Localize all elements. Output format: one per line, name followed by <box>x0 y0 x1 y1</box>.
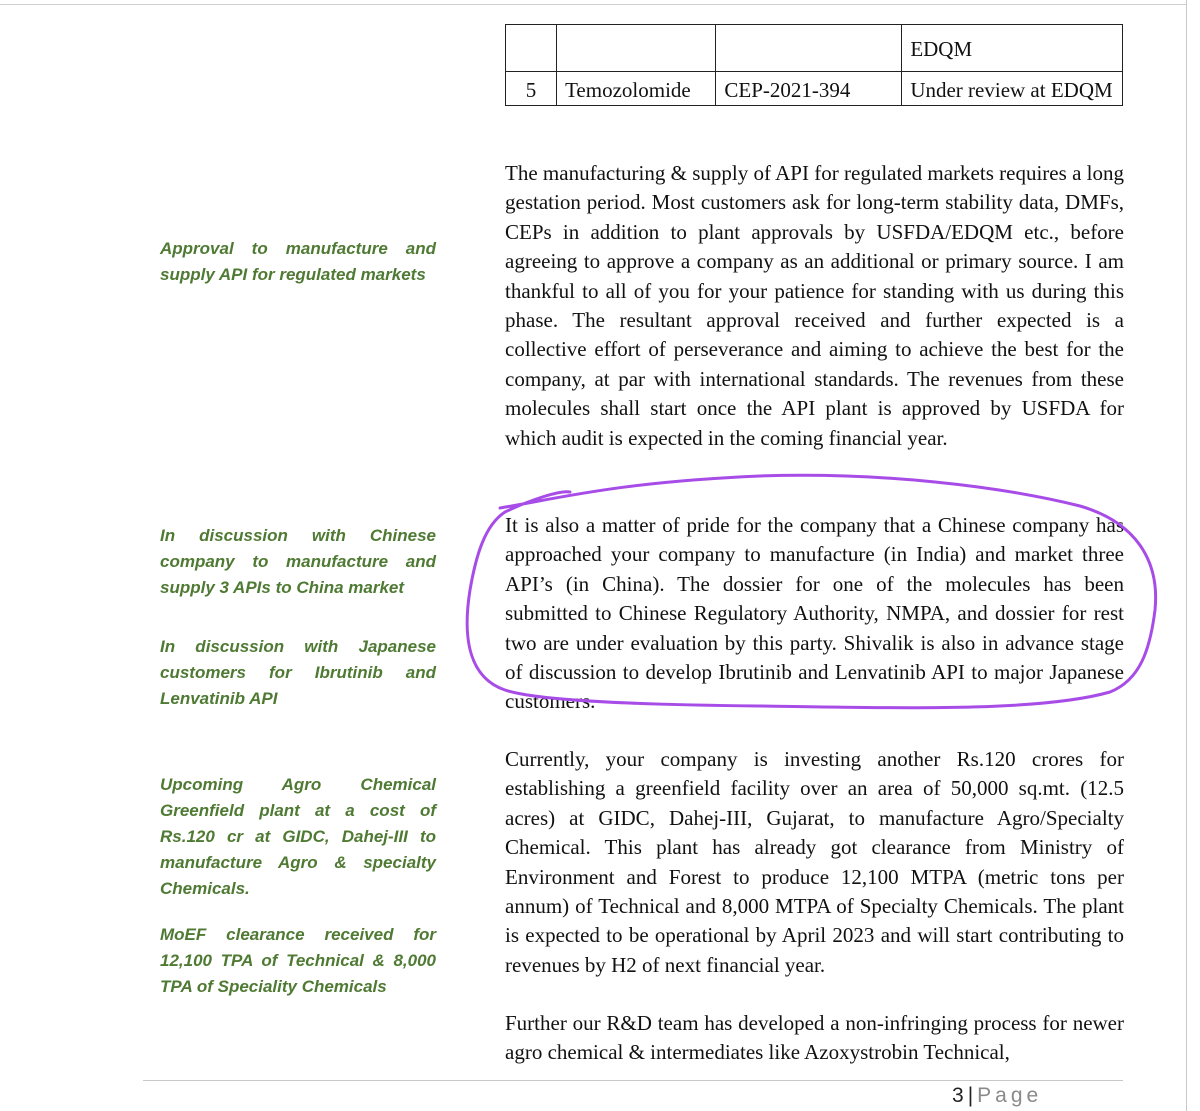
page-footer <box>952 1084 1042 1108</box>
page-separator: | <box>967 1084 974 1107</box>
side-note-agro: Upcoming Agro Chemical Greenfield plant at a cost of Rs.120 cr at GIDC, Dahej-III to manufacture Agro & specialty Chemicals. <box>160 775 436 898</box>
paragraph-regulated-markets: The manufacturing & supply of API for regulated markets requires a long gestation period. Most customers ask for long-term stability data, DMFs, CEPs in addition to plant approvals by USFDA/EDQM etc., before agreeing to approve a company as an additional or primary source. I am thankful to all of you for your patience for standing with us during this phase. The resultant approval received and further expected is a collective effort of perseverance and aiming to achieve the best for the company, at par with international standards. The revenues from these molecules shall start once the API plant is approved by USFDA for which audit is expected in the coming financial year. <box>505 161 1124 450</box>
footer-divider <box>143 1080 1123 1081</box>
side-note-moef: MoEF clearance received for 12,100 TPA of Technical & 8,000 TPA of Speciality Chemicals <box>160 925 436 996</box>
header-divider <box>0 4 1186 5</box>
paragraph-rnd: Further our R&D team has developed a non-infringing process for newer agro chemical & intermediates like Azoxystrobin Technical, <box>505 1011 1124 1065</box>
cropped-header-strip <box>0 0 1200 6</box>
table-cell-no <box>506 25 557 72</box>
side-note-approval: Approval to manufacture and supply API for regulated markets <box>160 239 436 284</box>
table-cell-cep <box>716 25 902 72</box>
paragraph-chinese-company: It is also a matter of pride for the company that a Chinese company has approached your company to manufacture (in India) and market three API’s (in China). The dossier for one of the molecules has been submitted to Chinese Regulatory Authority, NMPA, and dossier for rest two are under evaluation by this party. Shivalik is also in advance stage of discussion to develop Ibrutinib and Lenvatinib API to major Japanese customers. <box>505 513 1124 714</box>
table-row <box>506 72 1123 106</box>
table-cell-molecule: Temozolomide <box>557 72 716 106</box>
side-note-chinese: In discussion with Chinese company to manufacture and supply 3 APIs to China market <box>160 526 436 597</box>
table-cell-status: EDQM <box>902 25 1123 72</box>
page-label: Page <box>977 1084 1043 1107</box>
cep-table <box>505 24 1123 106</box>
page-edge <box>1186 0 1187 1111</box>
paragraph-greenfield: Currently, your company is investing another Rs.120 crores for establishing a greenfield facility over an area of 50,000 sq.mt. (12.5 acres) at GIDC, Dahej-III, Gujarat, to manufacture Agro/Specialty Chemical. This plant has already got clearance from Ministry of Environment and Forest to produce 12,100 MTPA (metric tons per annum) of Technical and 8,000 MTPA of Specialty Chemicals. The plant is expected to be operational by April 2023 and will start contributing to revenues by H2 of next financial year. <box>505 747 1124 977</box>
side-note-japanese: In discussion with Japanese customers for Ibrutinib and Lenvatinib API <box>160 637 436 708</box>
table-cell-status: Under review at EDQM <box>902 72 1123 106</box>
table-cell-cep: CEP-2021-394 <box>716 72 902 106</box>
page-number: 3 <box>952 1084 964 1107</box>
table-row <box>506 25 1123 72</box>
table-cell-molecule <box>557 25 716 72</box>
table-cell-no: 5 <box>506 72 557 106</box>
